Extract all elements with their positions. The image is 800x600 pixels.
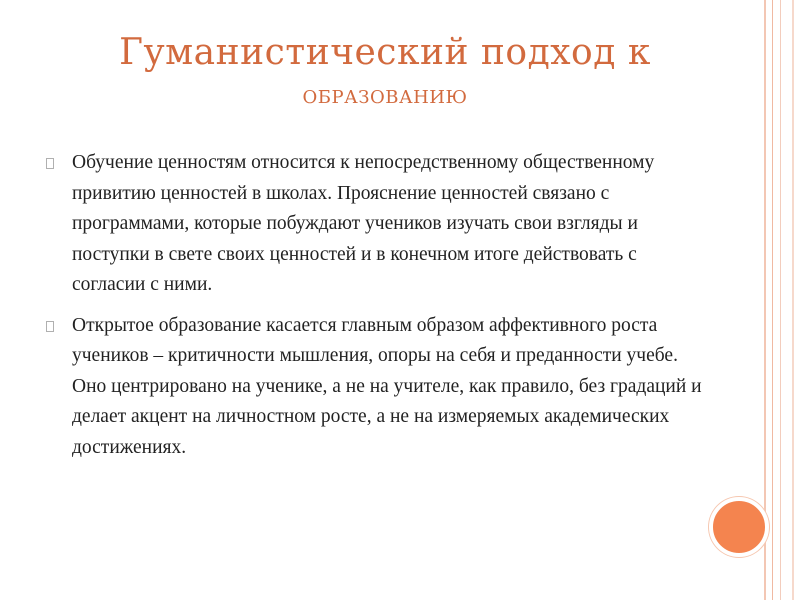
- list-item: [46, 311, 706, 464]
- slide-title-line1: Гуманистический подход к: [119, 32, 651, 73]
- frame-line: [792, 0, 794, 600]
- bullet-box-icon: [46, 321, 54, 332]
- list-item: [46, 148, 706, 301]
- bullet-text: Открытое образование касается главным образом аффективного роста учеников – критичности мышления, опоры на себя и преданности учебе. Оно центрировано на ученике, а не на учителе, как правило, без градаций и делает акцент на личностном росте, а не на измеряемых академических достижениях.: [72, 314, 702, 458]
- orange-circle-icon: [709, 497, 769, 557]
- slide-title: [40, 30, 730, 112]
- frame-line: [772, 0, 773, 600]
- slide-body: [46, 148, 706, 473]
- bullet-text: Обучение ценностям относится к непосредственному общественному привитию ценностей в школах. Прояснение ценностей связано с программами, которые побуждают учеников изучать свои взгляды и поступки в свете своих ценностей и в конечном итоге действовать с согласии с ними.: [72, 152, 655, 295]
- bullet-box-icon: [46, 158, 54, 169]
- slide-title-line2: образованию: [302, 80, 468, 110]
- frame-line: [780, 0, 781, 600]
